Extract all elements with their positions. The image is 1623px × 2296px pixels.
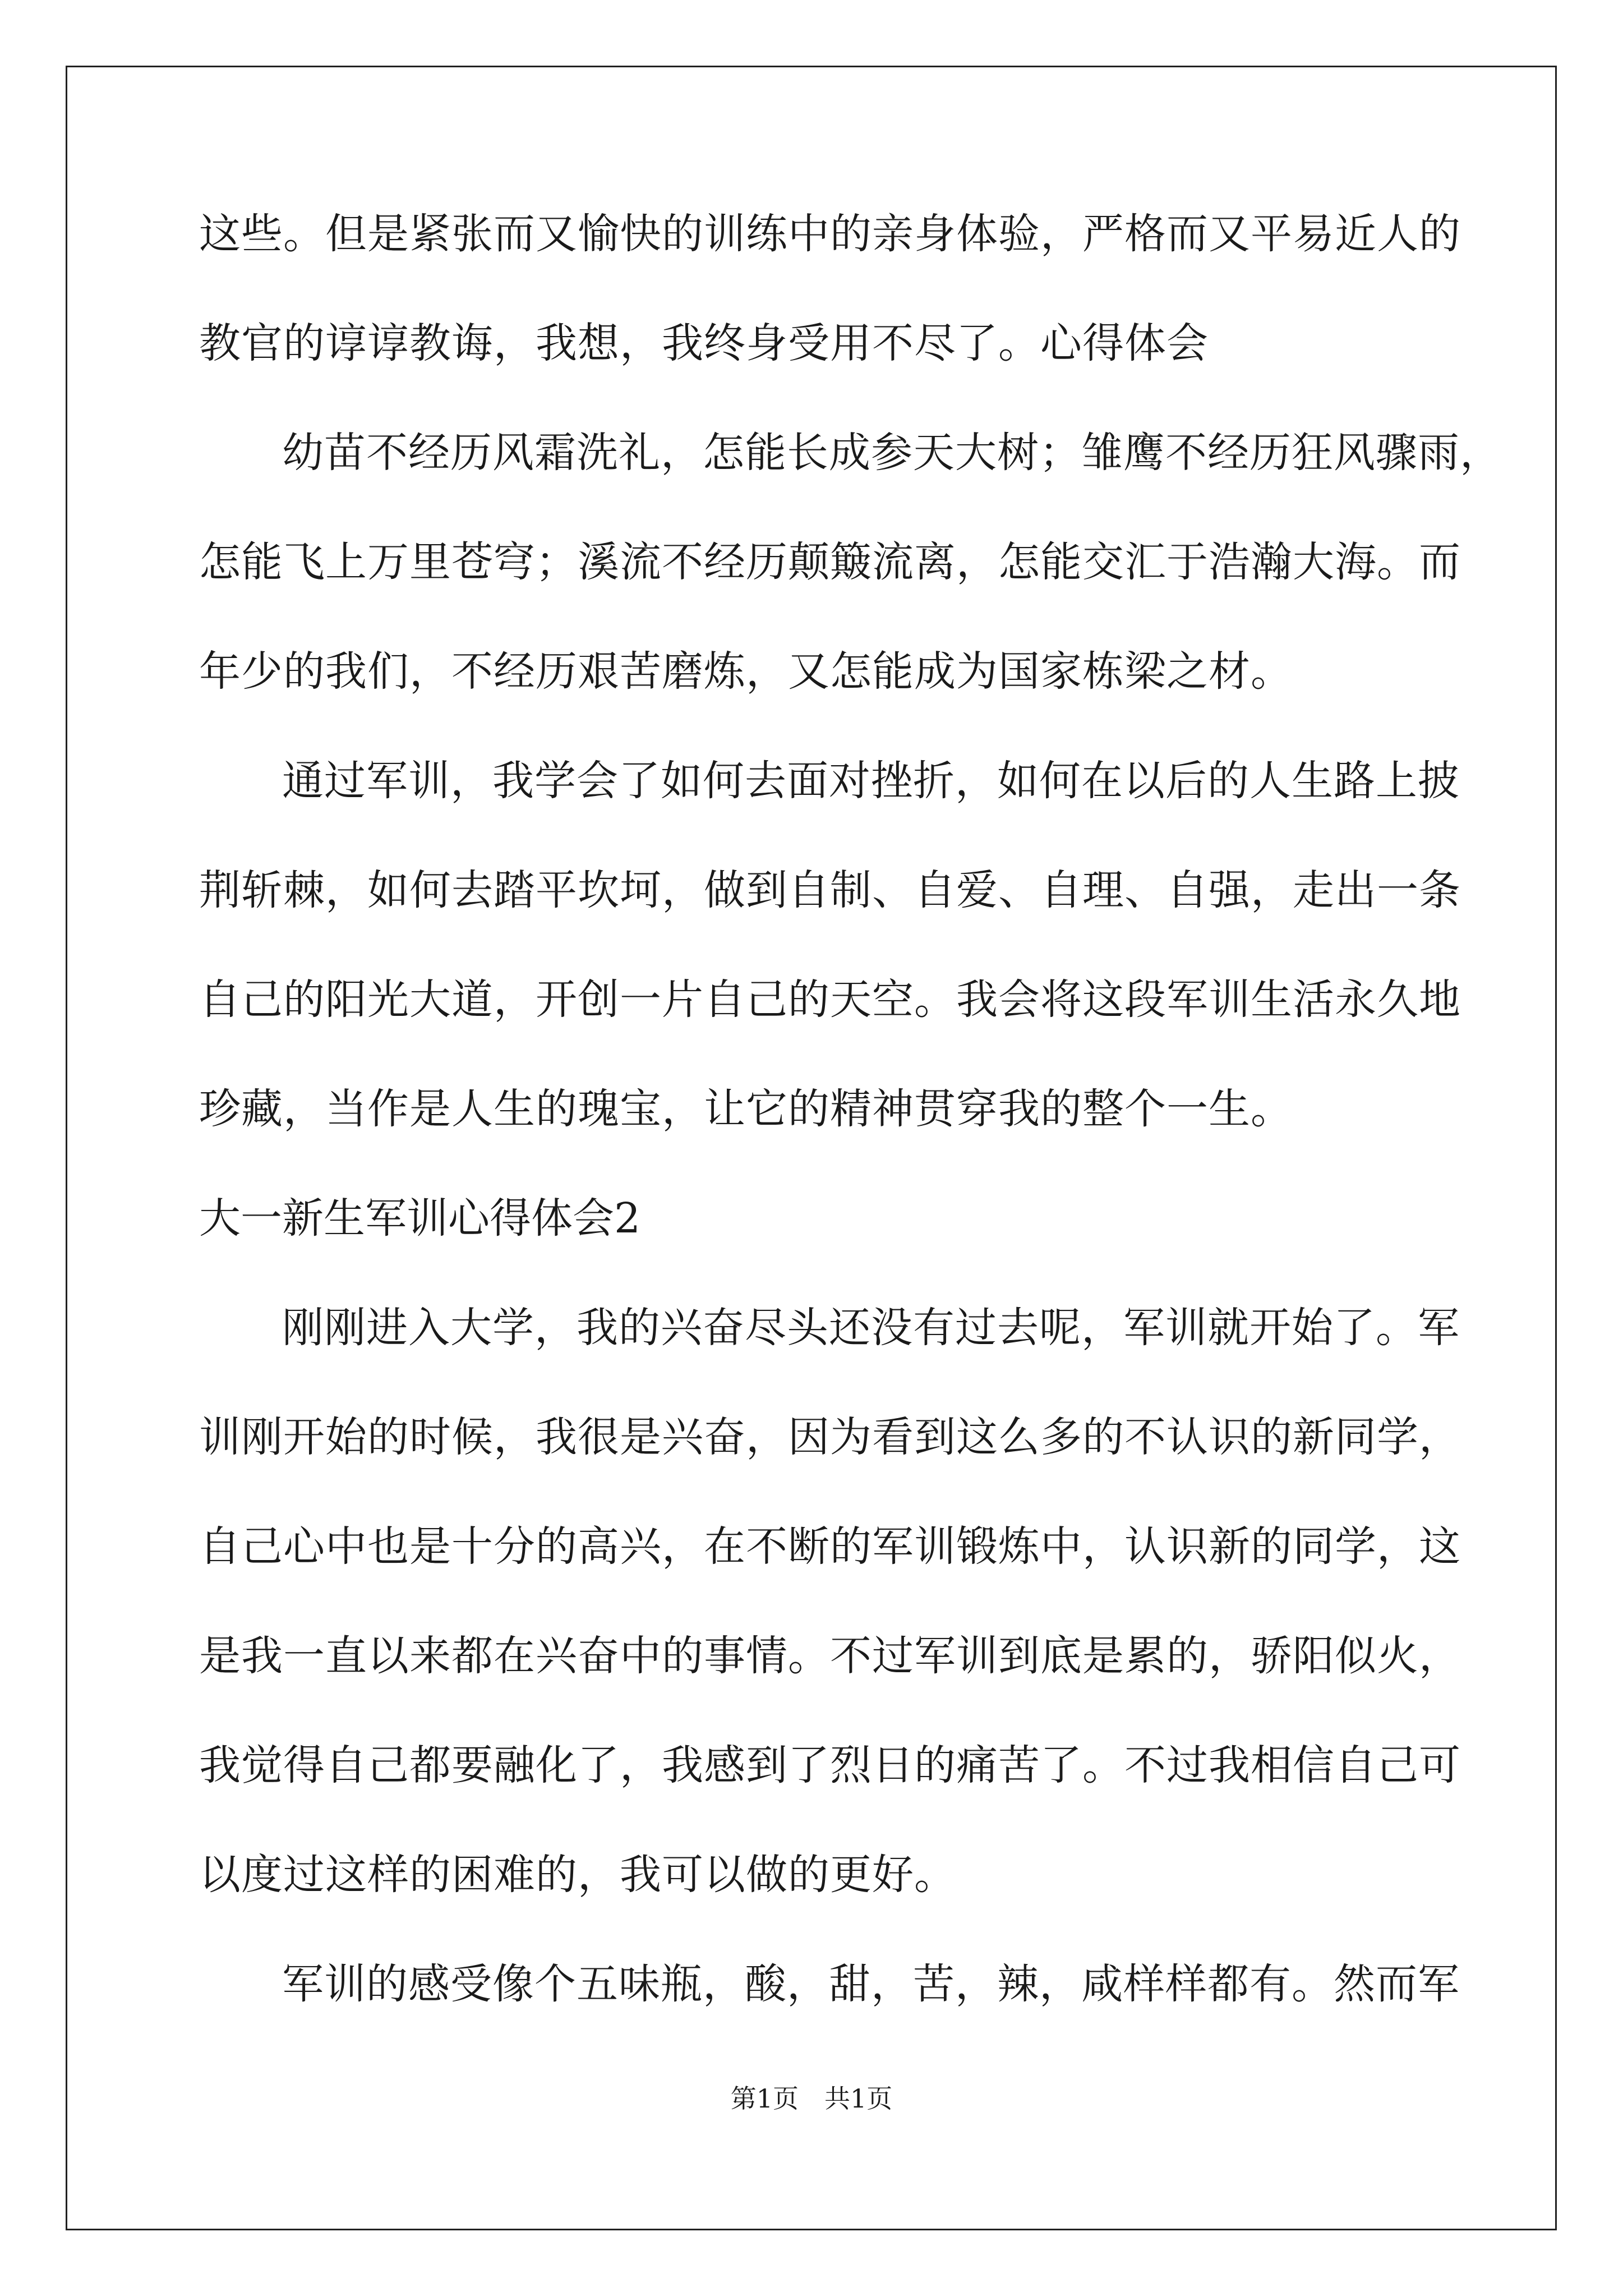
text-line: 以度过这样的困难的，我可以做的更好。 (199, 1851, 956, 1899)
text-line: 刚刚进入大学，我的兴奋尽头还没有过去呢，军训就开始了。军 (282, 1304, 1460, 1352)
text-line: 训刚开始的时候，我很是兴奋，因为看到这么多的不认识的新同学， (199, 1413, 1461, 1461)
document-body (199, 210, 1502, 2073)
text-line: 珍藏，当作是人生的瑰宝，让它的精神贯穿我的整个一生。 (199, 1085, 1293, 1133)
text-line: 军训的感受像个五味瓶，酸，甜，苦，辣，咸样样都有。然而军 (282, 1960, 1460, 2008)
text-line: 年少的我们，不经历艰苦磨炼，又怎能成为国家栋梁之材。 (199, 647, 1293, 696)
text-line: 荆斩棘，如何去踏平坎坷，做到自制、自爱、自理、自强，走出一条 (199, 866, 1461, 914)
text-line: 自己的阳光大道，开创一片自己的天空。我会将这段军训生活永久地 (199, 976, 1461, 1024)
text-line: 怎能飞上万里苍穹；溪流不经历颠簸流离，怎能交汇于浩瀚大海。而 (199, 538, 1461, 586)
page-footer: 第1页 共1页 (730, 2083, 893, 2114)
text-line: 幼苗不经历风霜洗礼，怎能长成参天大树；雏鹰不经历狂风骤雨， (282, 429, 1502, 477)
section-heading: 大一新生军训心得体会2 (199, 1194, 641, 1243)
text-line: 是我一直以来都在兴奋中的事情。不过军训到底是累的，骄阳似火， (199, 1632, 1461, 1680)
text-line: 通过军训，我学会了如何去面对挫折，如何在以后的人生路上披 (282, 757, 1460, 805)
text-line: 这些。但是紧张而又愉快的训练中的亲身体验，严格而又平易近人的 (199, 210, 1461, 258)
text-line: 我觉得自己都要融化了，我感到了烈日的痛苦了。不过我相信自己可 (199, 1741, 1461, 1789)
text-line: 教官的谆谆教诲，我想，我终身受用不尽了。心得体会 (199, 319, 1209, 367)
text-line: 自己心中也是十分的高兴，在不断的军训锻炼中，认识新的同学，这 (199, 1522, 1461, 1571)
